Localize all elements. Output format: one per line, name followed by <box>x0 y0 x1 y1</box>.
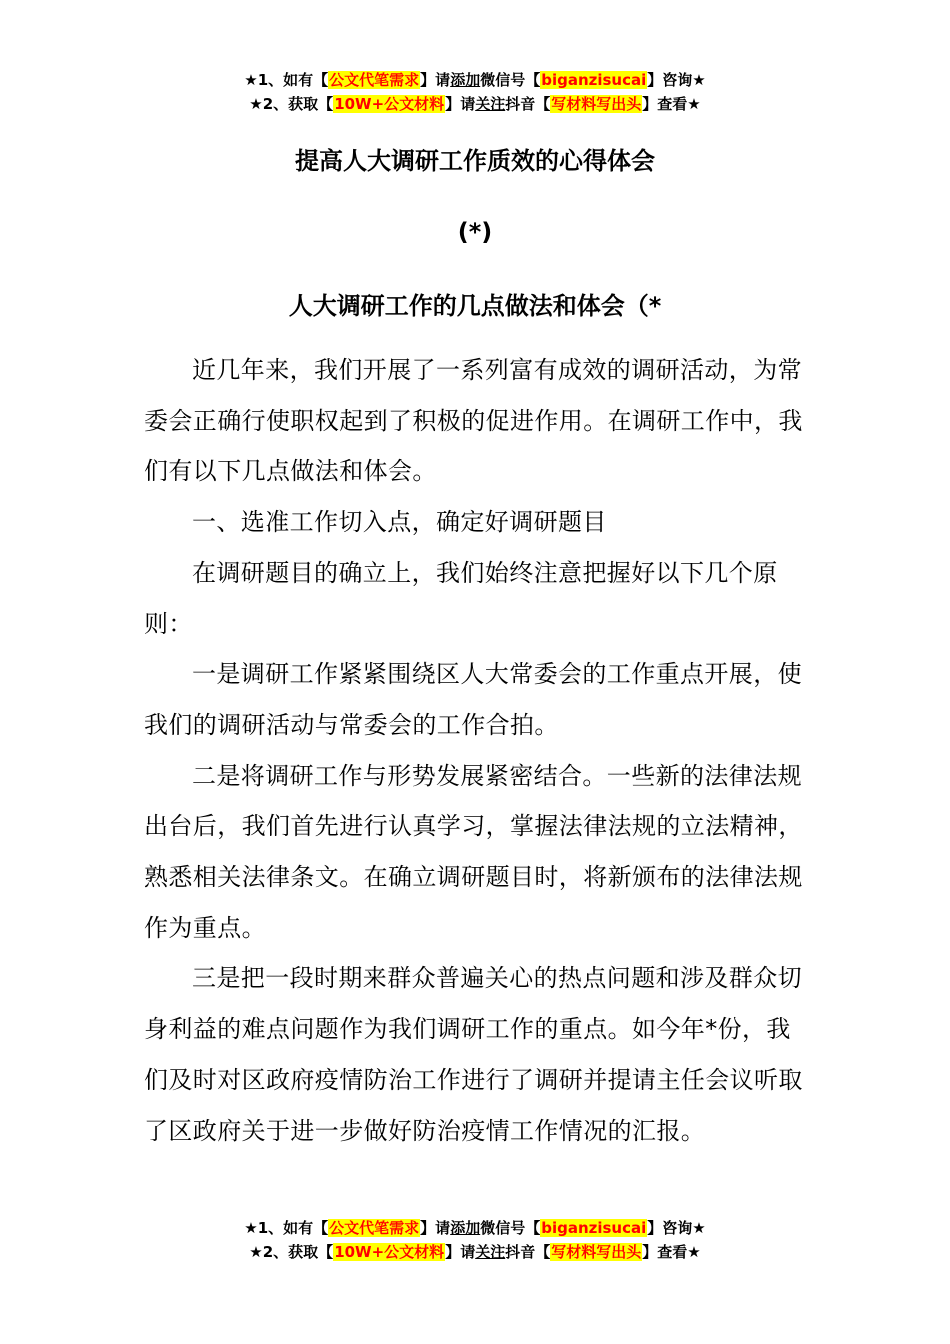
promo-underlined: 添加 <box>450 71 481 89</box>
promo-text: 抖音【 <box>505 95 551 113</box>
promo-highlight: biganzisucai <box>541 71 647 89</box>
promo-underlined: 关注 <box>475 95 506 113</box>
promo-text: 】请 <box>445 95 476 113</box>
promo-highlight: 写材料写出头 <box>551 1243 642 1261</box>
document-body <box>144 345 808 1156</box>
promo-highlight: 公文代笔需求 <box>329 71 420 89</box>
promo-text: ★1、如有【 <box>244 1219 329 1237</box>
paragraph: 在调研题目的确立上，我们始终注意把握好以下几个原则： <box>144 558 778 638</box>
promo-underlined: 添加 <box>450 1219 481 1237</box>
footer-promo <box>0 1216 950 1264</box>
promo-text: 】请 <box>445 1243 476 1261</box>
promo-highlight: 写材料写出头 <box>551 95 642 113</box>
promo-highlight: 10W+公文材料 <box>334 1243 445 1261</box>
promo-text: 微信号【 <box>480 1219 541 1237</box>
promo-text: 】请 <box>420 1219 451 1237</box>
promo-text: 抖音【 <box>505 1243 551 1261</box>
promo-highlight: 公文代笔需求 <box>329 1219 420 1237</box>
promo-line-2 <box>0 1240 950 1264</box>
promo-highlight: biganzisucai <box>541 1219 647 1237</box>
promo-text: 微信号【 <box>480 71 541 89</box>
promo-text: 】请 <box>420 71 451 89</box>
paragraph: 一、选准工作切入点，确定好调研题目 <box>192 508 607 537</box>
document-title: 提高人大调研工作质效的心得体会 <box>295 147 655 175</box>
promo-text: ★2、获取【 <box>249 1243 334 1261</box>
document-subtitle: (*) <box>457 218 493 246</box>
promo-text: ★2、获取【 <box>249 95 334 113</box>
paragraph: 一是调研工作紧紧围绕区人大常委会的工作重点开展，使我们的调研活动与常委会的工作合拍。 <box>144 660 802 739</box>
section-heading: 人大调研工作的几点做法和体会（* <box>288 292 662 320</box>
promo-text: 】咨询★ <box>647 71 706 89</box>
promo-highlight: 10W+公文材料 <box>334 95 445 113</box>
promo-line-1 <box>0 1216 950 1240</box>
promo-text: 】咨询★ <box>647 1219 706 1237</box>
promo-line-2 <box>0 92 950 116</box>
promo-text: 】查看★ <box>642 1243 701 1261</box>
paragraph: 近几年来，我们开展了一系列富有成效的调研活动，为常委会正确行使职权起到了积极的促进作用。在调研工作中，我们有以下几点做法和体会。 <box>144 356 803 486</box>
promo-text: ★1、如有【 <box>244 71 329 89</box>
header-promo <box>0 68 950 116</box>
promo-line-1 <box>0 68 950 92</box>
promo-underlined: 关注 <box>475 1243 506 1261</box>
paragraph: 二是将调研工作与形势发展紧密结合。一些新的法律法规出台后，我们首先进行认真学习，掌握法律法规的立法精神，熟悉相关法律条文。在确立调研题目时，将新颁布的法律法规作为重点。 <box>144 761 803 942</box>
paragraph: 三是把一段时期来群众普遍关心的热点问题和涉及群众切身利益的难点问题作为我们调研工作的重点。如今年*份，我们及时对区政府疫情防治工作进行了调研并提请主任会议听取了区政府关于进一步做好防治疫情工作情况的汇报。 <box>144 964 803 1145</box>
promo-text: 】查看★ <box>642 95 701 113</box>
